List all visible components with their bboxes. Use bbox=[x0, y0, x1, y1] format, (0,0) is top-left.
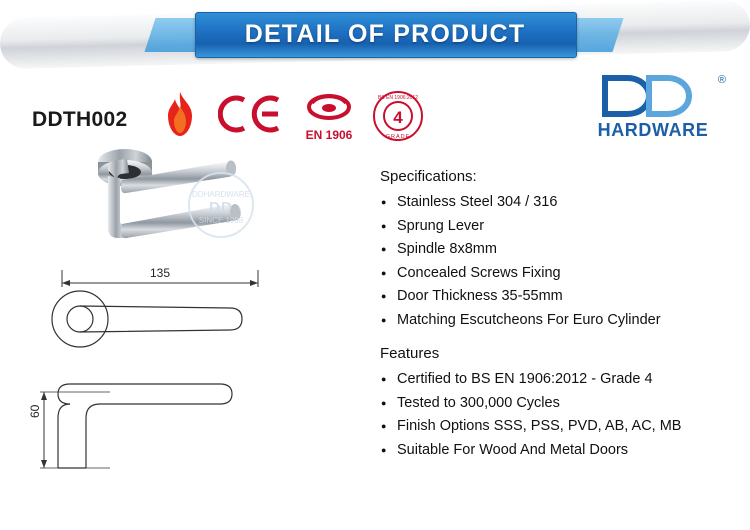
list-item: ● Stainless Steel 304 / 316 bbox=[380, 192, 732, 214]
en-1906-icon bbox=[298, 90, 360, 142]
page-banner bbox=[0, 0, 750, 70]
svg-text:GRADE: GRADE bbox=[385, 134, 411, 140]
list-item: ● Sprung Lever bbox=[380, 216, 732, 238]
dimension-length bbox=[60, 266, 260, 288]
specifications-block bbox=[380, 168, 732, 333]
technical-drawing-side-view bbox=[40, 376, 290, 486]
svg-text:BS EN 1906:2012: BS EN 1906:2012 bbox=[377, 95, 419, 101]
certification-row bbox=[150, 88, 450, 144]
grade-4-icon bbox=[372, 90, 424, 142]
dimension-length-label: 135 bbox=[149, 266, 171, 280]
logo-wordmark: HARDWARE bbox=[597, 120, 709, 140]
watermark-top-text: DDHARDWARE bbox=[192, 190, 250, 199]
list-item: ● Suitable For Wood And Metal Doors bbox=[380, 440, 732, 462]
list-item: ● Certified to BS EN 1906:2012 - Grade 4 bbox=[380, 369, 732, 391]
features-heading: Features bbox=[380, 345, 440, 362]
fire-rated-icon bbox=[158, 90, 202, 138]
list-item: ● Matching Escutcheons For Euro Cylinder bbox=[380, 310, 732, 332]
svg-text:4: 4 bbox=[393, 108, 403, 127]
features-list bbox=[380, 369, 732, 461]
list-item: ● Tested to 300,000 Cycles bbox=[380, 393, 732, 415]
list-item: ● Spindle 8x8mm bbox=[380, 239, 732, 261]
logo-mark-icon bbox=[578, 72, 728, 120]
list-item: ● Door Thickness 35-55mm bbox=[380, 286, 732, 308]
watermark-bottom-text: SINCE 1998 bbox=[198, 216, 244, 226]
list-item: ● Concealed Screws Fixing bbox=[380, 263, 732, 285]
brand-logo bbox=[578, 72, 728, 148]
en-1906-label: EN 1906 bbox=[305, 128, 353, 142]
specifications-list bbox=[380, 192, 732, 331]
features-block bbox=[380, 345, 732, 463]
specifications-heading: Specifications: bbox=[380, 168, 477, 185]
page-title: DETAIL OF PRODUCT bbox=[244, 20, 526, 48]
watermark bbox=[188, 172, 254, 238]
ce-mark-icon bbox=[218, 94, 284, 134]
list-item: ● Finish Options SSS, PSS, PVD, AB, AC, MB bbox=[380, 416, 732, 438]
watermark-mark-text: DD bbox=[209, 199, 233, 217]
product-model-code: DDTH002 bbox=[32, 108, 128, 131]
technical-drawing-top-view bbox=[40, 286, 290, 352]
dimension-height-label: 60 bbox=[28, 404, 42, 418]
registered-mark-icon: ® bbox=[717, 74, 726, 86]
